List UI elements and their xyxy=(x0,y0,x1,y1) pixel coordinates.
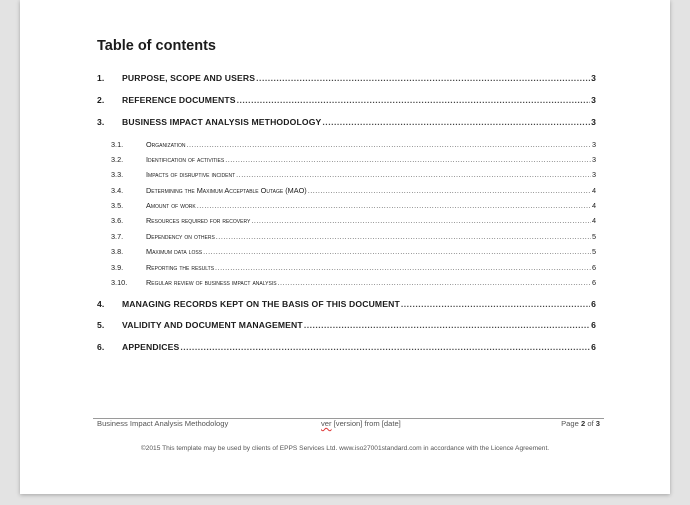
toc-dot-leader xyxy=(225,155,591,164)
toc-subentry[interactable] xyxy=(111,201,596,210)
toc-entry-label: Regular review of business impact analysis xyxy=(146,278,277,287)
toc-subentry[interactable] xyxy=(111,216,596,225)
toc-list xyxy=(20,0,670,400)
toc-entry-page: 5 xyxy=(591,247,596,256)
toc-subentry[interactable] xyxy=(111,278,596,287)
toc-subentry[interactable] xyxy=(111,232,596,241)
toc-dot-leader xyxy=(197,201,591,210)
toc-entry[interactable] xyxy=(97,342,596,352)
toc-entry-page: 6 xyxy=(591,320,596,330)
toc-dot-leader xyxy=(180,342,590,352)
toc-entry-label: BUSINESS IMPACT ANALYSIS METHODOLOGY xyxy=(122,117,322,127)
copyright-notice: ©2015 This template may be used by clients of EPPS Services Ltd. www.iso27001standard.com in accordance with the Licence Agreement. xyxy=(140,445,550,452)
toc-subentry[interactable] xyxy=(111,170,596,179)
toc-entry-label: Maximum data loss xyxy=(146,247,203,256)
toc-entry-label: Amount of work xyxy=(146,201,196,210)
footer-page-number xyxy=(561,419,600,428)
toc-entry-label: Resources required for recovery xyxy=(146,216,251,225)
toc-dot-leader xyxy=(304,320,590,330)
toc-dot-leader xyxy=(322,117,590,127)
toc-entry-number: 3. xyxy=(97,117,105,127)
toc-entry[interactable] xyxy=(97,73,596,83)
toc-entry-page: 6 xyxy=(591,263,596,272)
footer-page-current: 2 xyxy=(580,419,586,428)
toc-entry-label: Reporting the results xyxy=(146,263,215,272)
toc-entry-number: 5. xyxy=(97,320,105,330)
toc-subentry[interactable] xyxy=(111,140,596,149)
footer-version xyxy=(321,419,401,428)
toc-entry-page: 4 xyxy=(591,216,596,225)
toc-subentry[interactable] xyxy=(111,155,596,164)
toc-entry-page: 3 xyxy=(591,140,596,149)
toc-subentry[interactable] xyxy=(111,263,596,272)
toc-entry-label: Dependency on others xyxy=(146,232,215,241)
toc-dot-leader xyxy=(256,73,590,83)
toc-entry-number: 3.1. xyxy=(111,140,124,149)
toc-entry[interactable] xyxy=(97,117,596,127)
toc-entry[interactable] xyxy=(97,299,596,309)
toc-dot-leader xyxy=(237,95,590,105)
toc-entry-number: 3.2. xyxy=(111,155,124,164)
toc-entry-page: 3 xyxy=(591,117,596,127)
toc-entry-number: 3.8. xyxy=(111,247,124,256)
toc-subentry[interactable] xyxy=(111,247,596,256)
toc-entry-page: 5 xyxy=(591,232,596,241)
toc-dot-leader xyxy=(401,299,590,309)
toc-entry-page: 3 xyxy=(591,95,596,105)
footer-version-prefix: ver xyxy=(321,419,332,428)
footer-page-prefix: Page xyxy=(561,419,581,428)
toc-entry[interactable] xyxy=(97,95,596,105)
toc-dot-leader xyxy=(278,278,591,287)
toc-dot-leader xyxy=(308,186,591,195)
toc-entry-page: 6 xyxy=(591,299,596,309)
toc-entry-page: 3 xyxy=(591,155,596,164)
toc-entry-number: 6. xyxy=(97,342,105,352)
toc-title: Table of contents xyxy=(97,38,216,54)
toc-entry-page: 6 xyxy=(591,342,596,352)
toc-entry-label: REFERENCE DOCUMENTS xyxy=(122,95,236,105)
footer-page-of: of xyxy=(585,419,596,428)
toc-dot-leader xyxy=(215,263,591,272)
footer-version-text: [version] from [date] xyxy=(331,419,401,428)
toc-dot-leader xyxy=(251,216,591,225)
toc-entry-number: 3.5. xyxy=(111,201,124,210)
toc-entry-label: VALIDITY AND DOCUMENT MANAGEMENT xyxy=(122,320,303,330)
toc-entry-label: Impacts of disruptive incident xyxy=(146,170,236,179)
toc-entry-label: Identification of activities xyxy=(146,155,225,164)
toc-entry-label: APPENDICES xyxy=(122,342,180,352)
toc-dot-leader xyxy=(236,170,591,179)
toc-entry-label: Determining the Maximum Acceptable Outage (MAO) xyxy=(146,186,307,195)
toc-entry-number: 2. xyxy=(97,95,105,105)
toc-entry-page: 3 xyxy=(591,73,596,83)
toc-entry-number: 1. xyxy=(97,73,105,83)
toc-entry-page: 4 xyxy=(591,186,596,195)
toc-entry-number: 4. xyxy=(97,299,105,309)
toc-dot-leader xyxy=(203,247,591,256)
toc-entry-page: 4 xyxy=(591,201,596,210)
toc-entry-number: 3.9. xyxy=(111,263,124,272)
toc-entry-number: 3.3. xyxy=(111,170,124,179)
toc-subentry[interactable] xyxy=(111,186,596,195)
toc-entry-page: 3 xyxy=(591,170,596,179)
toc-entry-number: 3.7. xyxy=(111,232,124,241)
toc-entry-number: 3.10. xyxy=(111,278,128,287)
document-page xyxy=(20,0,670,494)
page-footer xyxy=(97,419,600,433)
toc-dot-leader xyxy=(216,232,591,241)
toc-entry-page: 6 xyxy=(591,278,596,287)
footer-page-total: 3 xyxy=(595,419,600,428)
footer-document-name: Business Impact Analysis Methodology xyxy=(97,419,229,428)
toc-entry-label: PURPOSE, SCOPE AND USERS xyxy=(122,73,256,83)
toc-entry-label: Organization xyxy=(146,140,186,149)
toc-dot-leader xyxy=(186,140,590,149)
toc-entry-number: 3.6. xyxy=(111,216,124,225)
toc-entry[interactable] xyxy=(97,320,596,330)
toc-entry-number: 3.4. xyxy=(111,186,124,195)
toc-entry-label: MANAGING RECORDS KEPT ON THE BASIS OF THIS DOCUMENT xyxy=(122,299,400,309)
